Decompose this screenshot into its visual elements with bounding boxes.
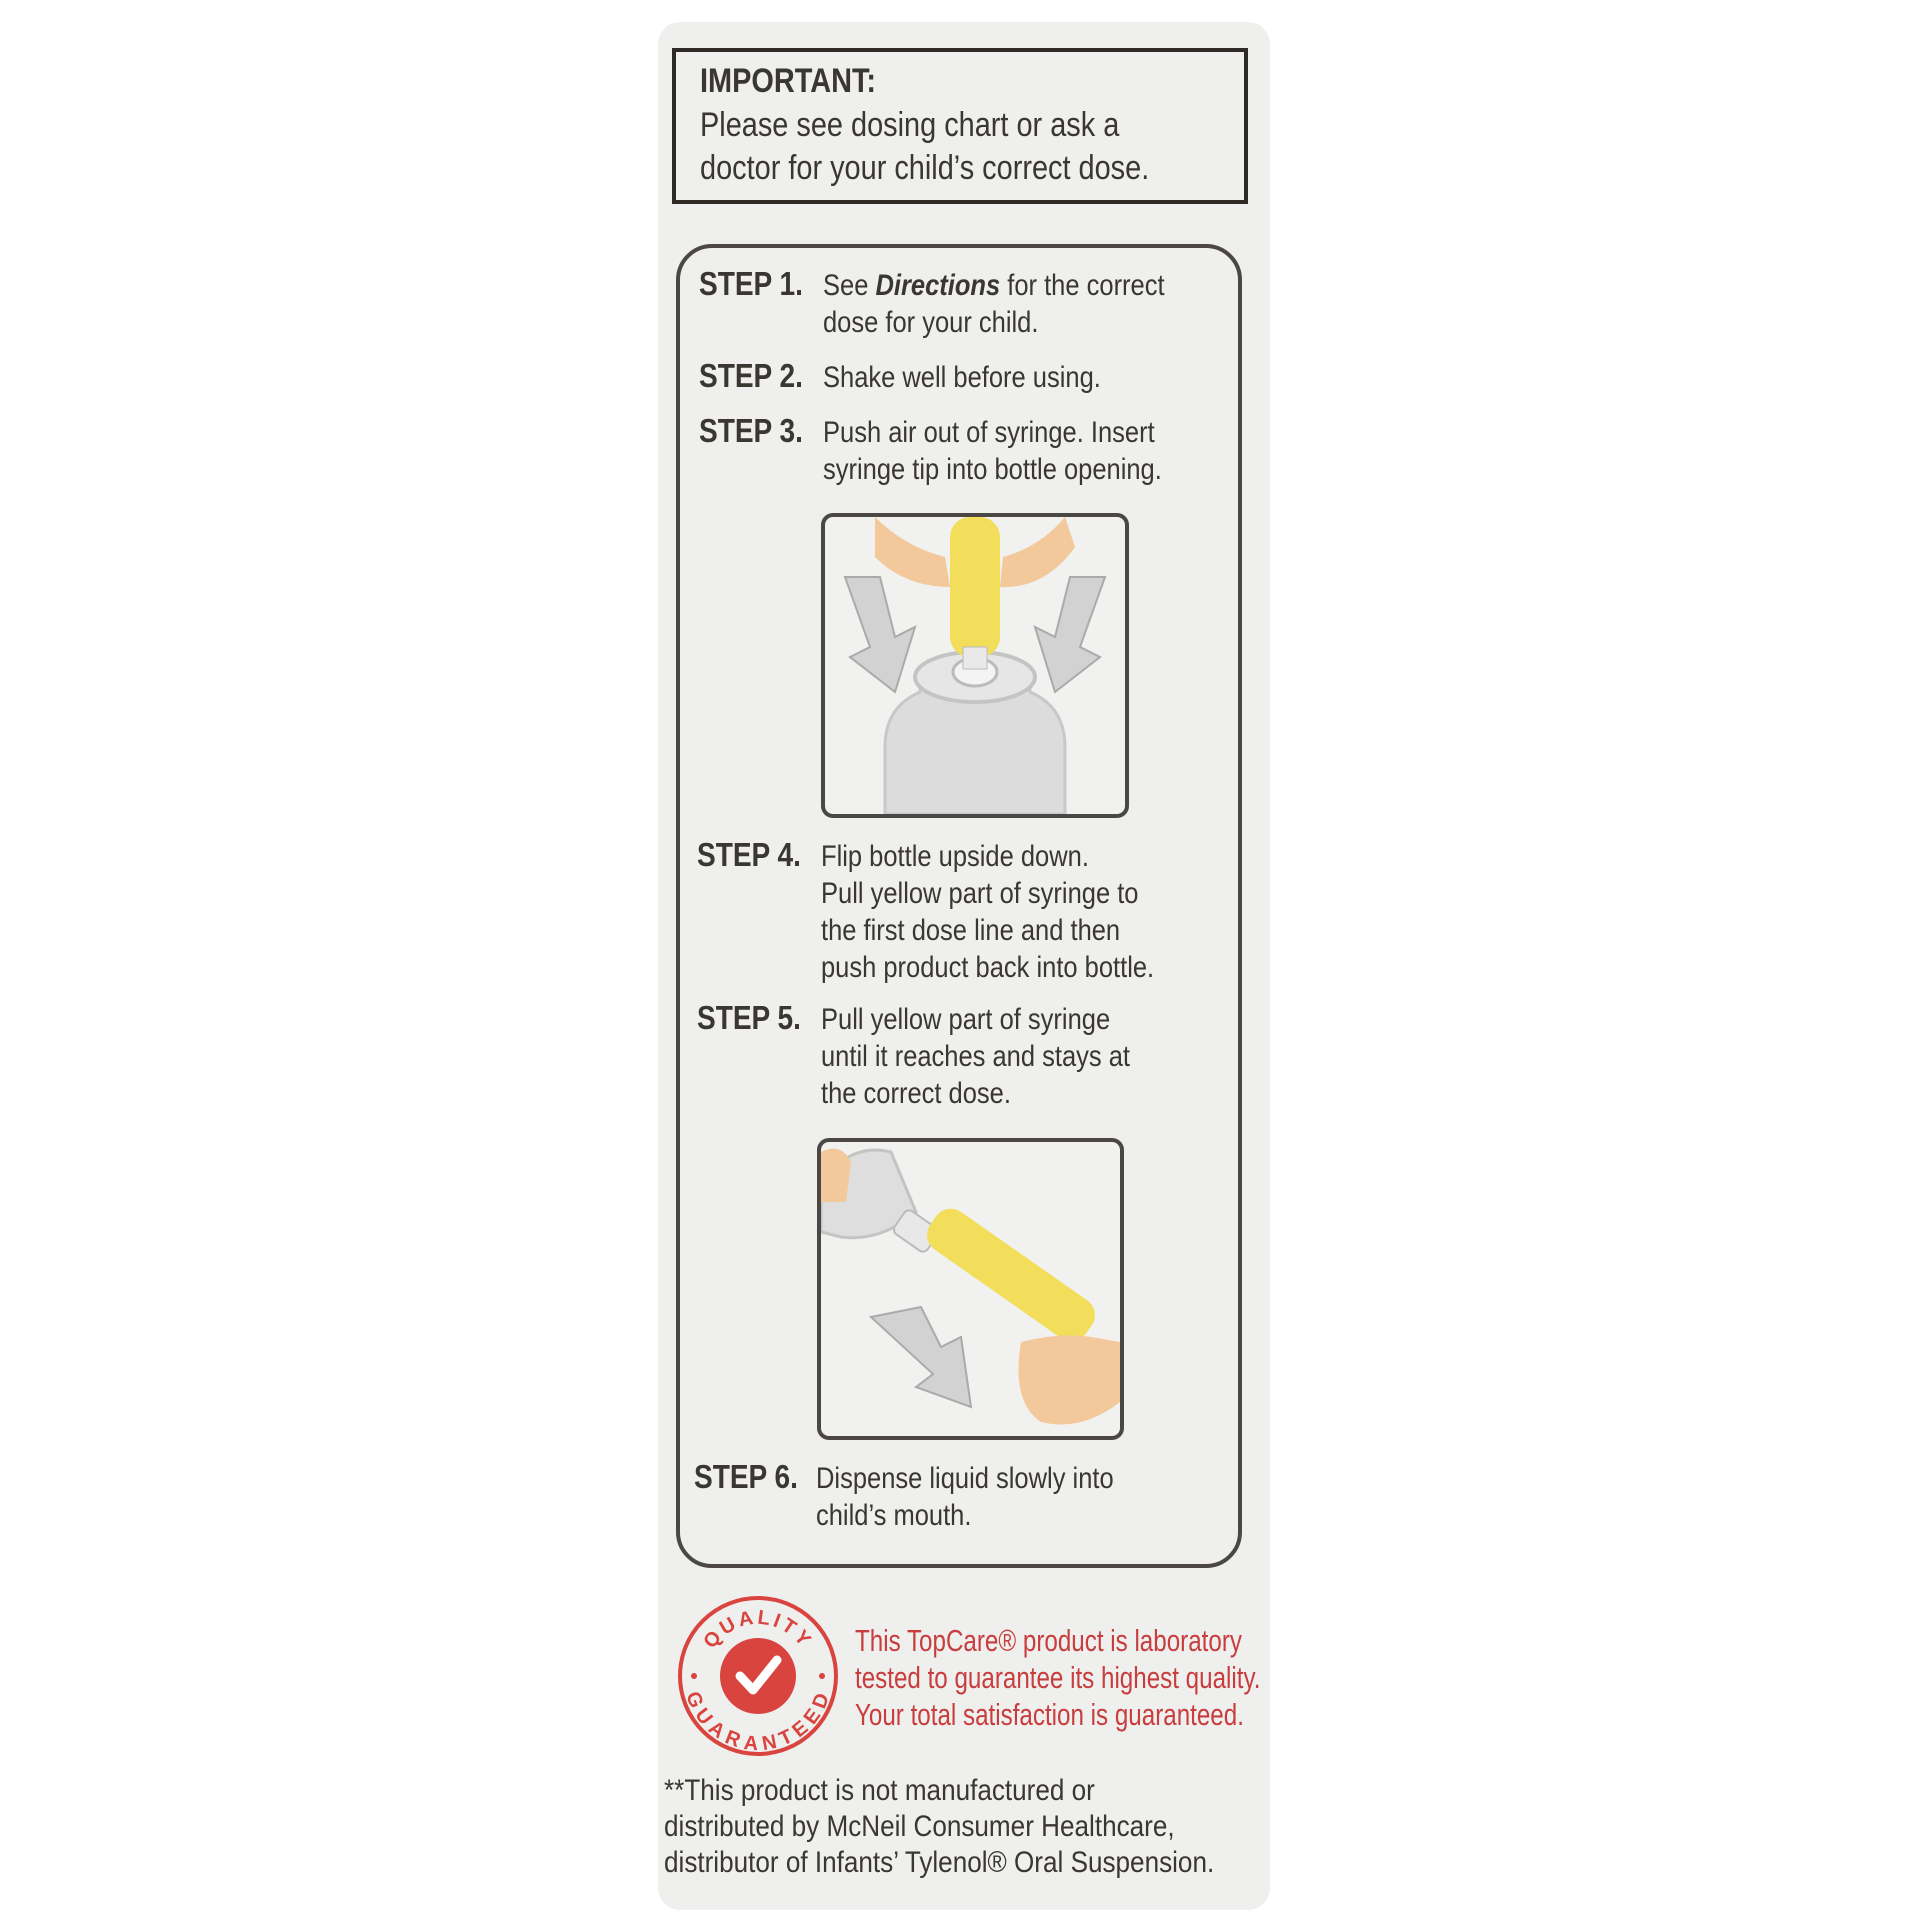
important-title: IMPORTANT: (700, 62, 877, 100)
seal-top-text: QUALITY (699, 1606, 817, 1653)
step-line: Shake well before using. (823, 361, 1101, 394)
step-line: Pull yellow part of syringe to (821, 877, 1139, 910)
step-text (816, 1460, 1114, 1534)
step-line: Push air out of syringe. Insert (823, 416, 1155, 449)
step-line: Flip bottle upside down. (821, 840, 1089, 873)
step-line: the correct dose. (821, 1077, 1011, 1110)
disclaimer-line: distributed by McNeil Consumer Healthcare, (664, 1810, 1175, 1843)
step-line: until it reaches and stays at (821, 1040, 1131, 1073)
seal-bottom-text: GUARANTEED (681, 1688, 835, 1756)
step-line: dose for your child. (823, 306, 1039, 339)
quality-guaranteed-seal (676, 1594, 840, 1758)
arrow-down-icon (845, 577, 915, 692)
important-line: doctor for your child’s correct dose. (700, 149, 1150, 187)
step-text (823, 359, 1101, 396)
important-notice (672, 48, 1248, 204)
step-label: STEP 2. (699, 357, 803, 394)
guarantee-text (855, 1622, 1261, 1733)
guarantee-line: tested to guarantee its highest quality. (855, 1660, 1261, 1695)
guarantee-line: This TopCare® product is laboratory (855, 1623, 1242, 1658)
step-text-part: See (823, 269, 876, 302)
disclaimer-line: **This product is not manufactured or (664, 1774, 1095, 1807)
disclaimer (664, 1773, 1214, 1881)
step-text (823, 414, 1162, 488)
illustration-fill-syringe (817, 1138, 1124, 1440)
step-line: Pull yellow part of syringe (821, 1003, 1111, 1036)
arrow-down-icon (1035, 577, 1105, 692)
step-text-part: for the correct (1000, 269, 1165, 302)
step-label: STEP 3. (699, 412, 803, 449)
illustration-insert-syringe (821, 513, 1129, 818)
guarantee-line: Your total satisfaction is guaranteed. (855, 1697, 1244, 1732)
step-line: child’s mouth. (816, 1499, 972, 1532)
disclaimer-line: distributor of Infants’ Tylenol® Oral Suspension. (664, 1846, 1215, 1879)
important-line: Please see dosing chart or ask a (700, 106, 1120, 144)
step-line: push product back into bottle. (821, 951, 1155, 984)
step-label: STEP 6. (694, 1458, 798, 1495)
step-text (821, 1001, 1130, 1112)
directions-emphasis: Directions (875, 269, 1001, 302)
arrow-down-icon (871, 1307, 971, 1407)
step-line: Dispense liquid slowly into (816, 1462, 1114, 1495)
step-text (821, 838, 1154, 986)
important-body (700, 104, 1261, 190)
step-line: the first dose line and then (821, 914, 1121, 947)
step-label: STEP 4. (697, 836, 801, 873)
step-label: STEP 5. (697, 999, 801, 1036)
step-line: syringe tip into bottle opening. (823, 453, 1162, 486)
step-label: STEP 1. (699, 265, 803, 302)
step-text (823, 267, 1165, 341)
